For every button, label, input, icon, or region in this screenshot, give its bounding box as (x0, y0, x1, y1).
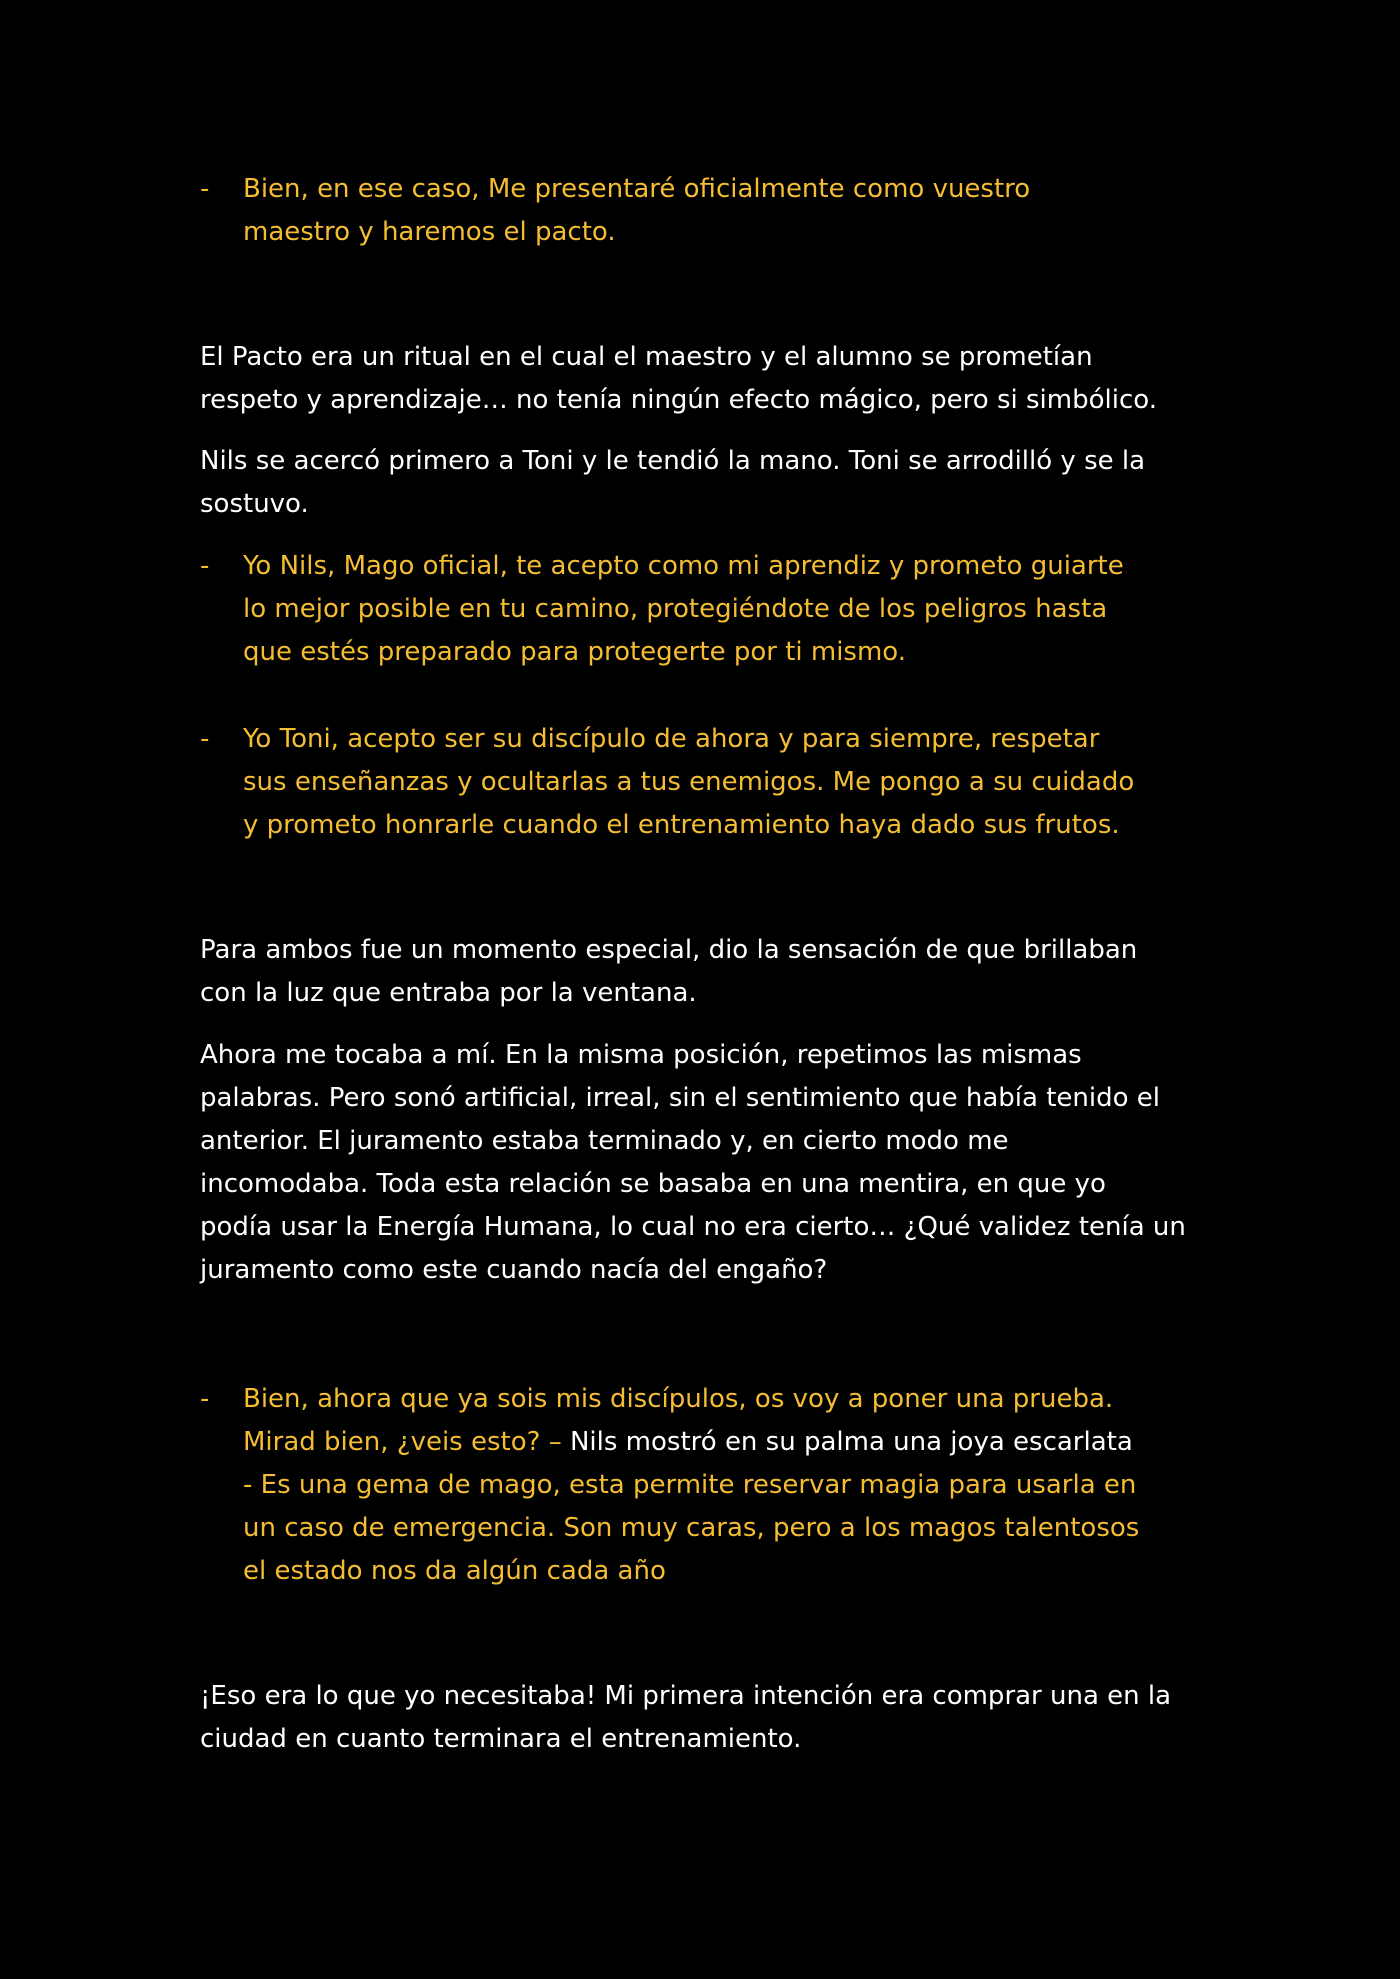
dialogue-block-3 (200, 718, 1135, 847)
dialogue-line: - Es una gema de mago, esta permite reservar magia para usarla en (243, 1470, 1137, 1500)
paragraph-line: Nils se acercó primero a Toni y le tendió la mano. Toni se arrodilló y se la (200, 446, 1146, 476)
dialogue-block-4 (200, 1378, 1140, 1593)
paragraph-line: juramento como este cuando nacía del engaño? (200, 1255, 828, 1285)
paragraph-line: ¡Eso era lo que yo necesitaba! Mi primera intención era comprar una en la (200, 1681, 1172, 1711)
paragraph-line: sostuvo. (200, 489, 309, 519)
paragraph-3 (200, 929, 1137, 1015)
dialogue-line: y prometo honrarle cuando el entrenamiento haya dado sus frutos. (243, 810, 1120, 840)
dialogue-dash: - (200, 551, 210, 581)
paragraph-line: Ahora me tocaba a mí. En la misma posición, repetimos las mismas (200, 1040, 1082, 1070)
paragraph-line: anterior. El juramento estaba terminado y, en cierto modo me (200, 1126, 1009, 1156)
dialogue-line: un caso de emergencia. Son muy caras, pero a los magos talentosos (243, 1513, 1140, 1543)
dialogue-dash: - (200, 724, 210, 754)
dialogue-line: el estado nos da algún cada año (243, 1556, 666, 1586)
dialogue-block-2 (200, 545, 1124, 674)
dialogue-line: Bien, ahora que ya sois mis discípulos, os voy a poner una prueba. (243, 1384, 1114, 1414)
paragraph-line: respeto y aprendizaje… no tenía ningún efecto mágico, pero si simbólico. (200, 385, 1157, 415)
paragraph-4 (200, 1034, 1186, 1292)
paragraph-line: Para ambos fue un momento especial, dio la sensación de que brillaban (200, 935, 1138, 965)
paragraph-1 (200, 336, 1157, 422)
paragraph-line: El Pacto era un ritual en el cual el maestro y el alumno se prometían (200, 342, 1093, 372)
dialogue-line: Yo Nils, Mago oficial, te acepto como mi aprendiz y prometo guiarte (243, 551, 1124, 581)
dialogue-line: maestro y haremos el pacto. (243, 217, 616, 247)
paragraph-2 (200, 440, 1145, 526)
dialogue-narration: Nils mostró en su palma una joya escarlata (561, 1427, 1133, 1457)
dialogue-block-1 (200, 168, 1031, 254)
dialogue-speech: Mirad bien, ¿veis esto? – (243, 1427, 562, 1457)
dialogue-dash: - (200, 1384, 210, 1414)
paragraph-line: incomodaba. Toda esta relación se basaba en una mentira, en que yo (200, 1169, 1106, 1199)
dialogue-dash: - (200, 174, 210, 204)
paragraph-line: palabras. Pero sonó artificial, irreal, sin el sentimiento que había tenido el (200, 1083, 1161, 1113)
dialogue-line: que estés preparado para protegerte por ti mismo. (243, 637, 907, 667)
dialogue-line-mixed (243, 1421, 1133, 1464)
paragraph-line: podía usar la Energía Humana, lo cual no era cierto… ¿Qué validez tenía un (200, 1212, 1186, 1242)
dialogue-line: lo mejor posible en tu camino, protegiéndote de los peligros hasta (243, 594, 1108, 624)
paragraph-line: ciudad en cuanto terminara el entrenamiento. (200, 1724, 802, 1754)
paragraph-line: con la luz que entraba por la ventana. (200, 978, 697, 1008)
paragraph-5 (200, 1675, 1171, 1761)
dialogue-line: Bien, en ese caso, Me presentaré oficialmente como vuestro (243, 174, 1031, 204)
dialogue-line: Yo Toni, acepto ser su discípulo de ahora y para siempre, respetar (243, 724, 1100, 754)
dialogue-line: sus enseñanzas y ocultarlas a tus enemigos. Me pongo a su cuidado (243, 767, 1135, 797)
